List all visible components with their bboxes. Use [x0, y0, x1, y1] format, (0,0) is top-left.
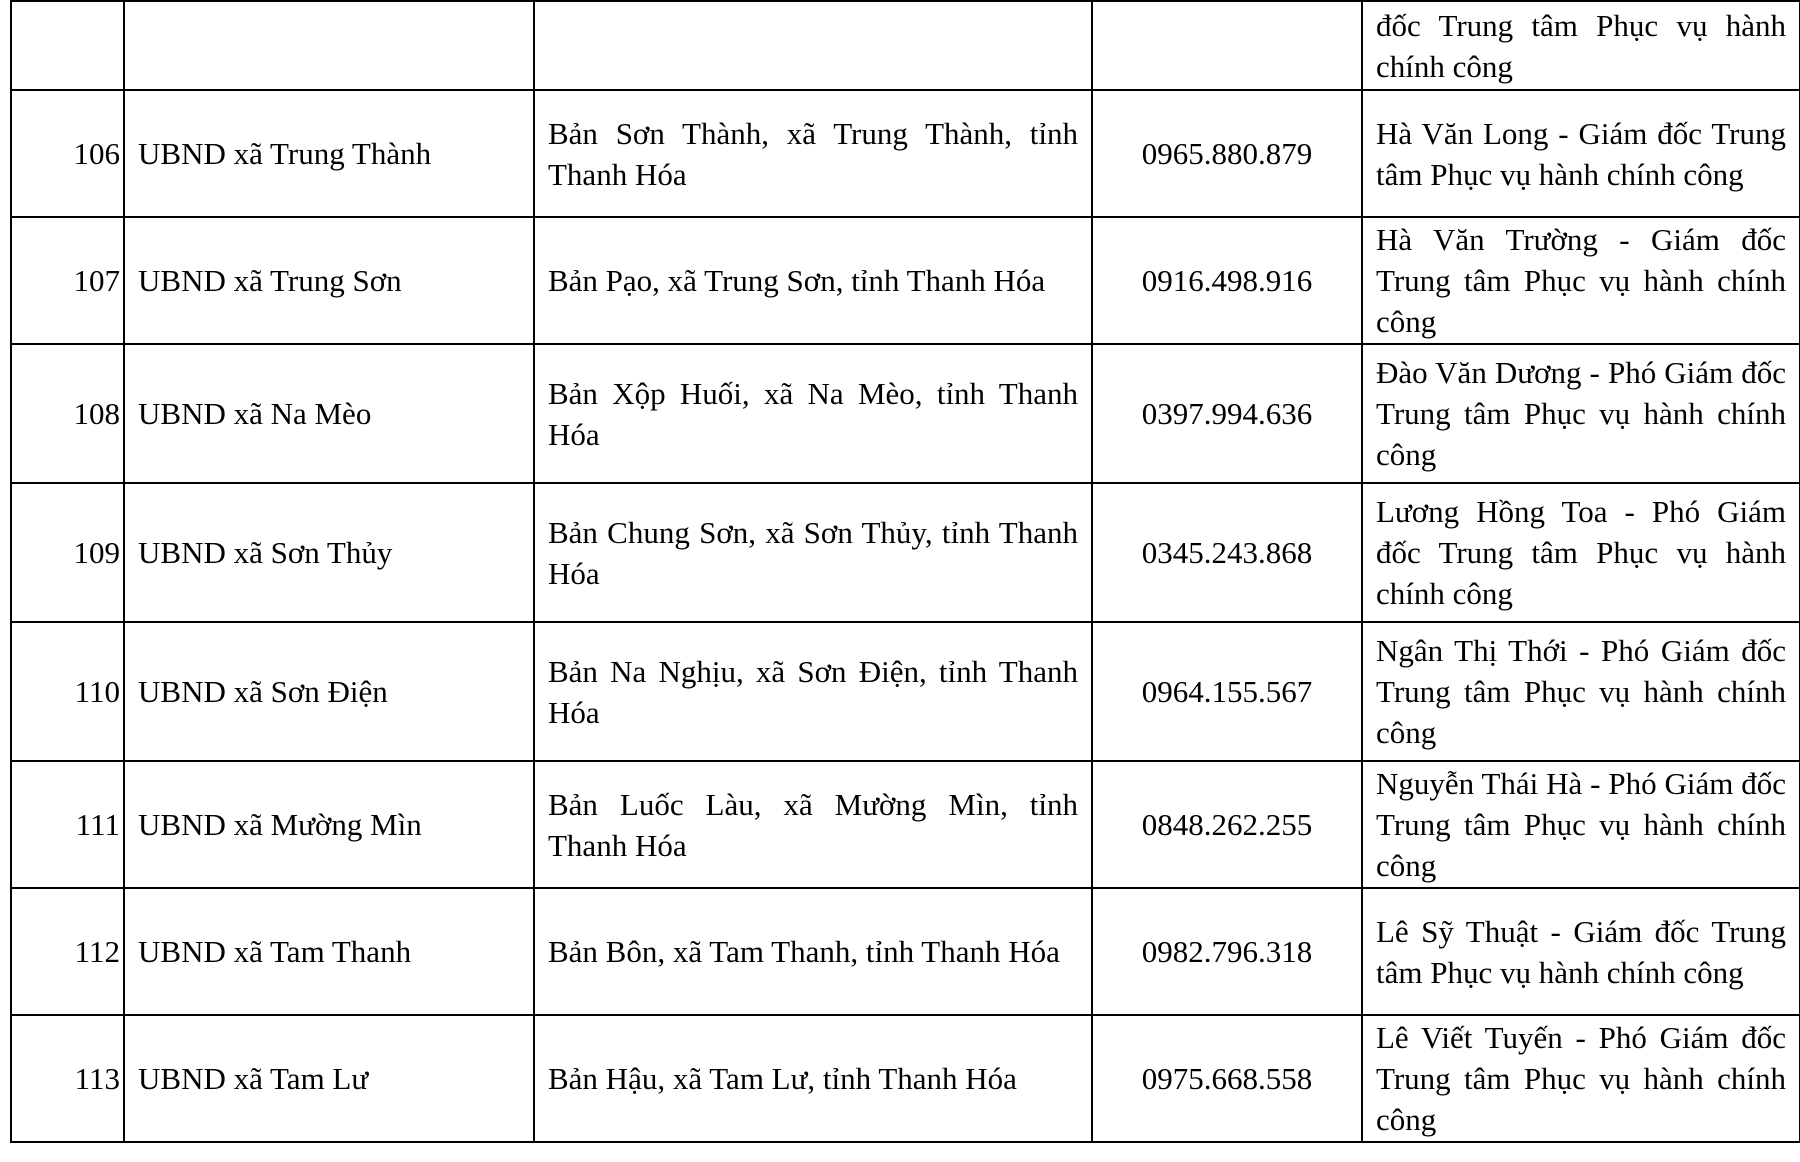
phone-cell	[1092, 1, 1362, 90]
stt-cell: 108	[11, 344, 124, 483]
table-row	[11, 888, 1800, 1015]
unit-name-cell: UBND xã Trung Sơn	[124, 217, 534, 344]
phone-cell: 0982.796.318	[1092, 888, 1362, 1015]
contact-person-cell: Lương Hồng Toa - Phó Giám đốc Trung tâm Phục vụ hành chính công	[1362, 483, 1800, 622]
table-row	[11, 344, 1800, 483]
address-cell: Bản Xộp Huối, xã Na Mèo, tỉnh Thanh Hóa	[534, 344, 1092, 483]
table-row	[11, 483, 1800, 622]
unit-name-cell: UBND xã Sơn Điện	[124, 622, 534, 761]
stt-cell: 106	[11, 90, 124, 217]
address-cell: Bản Hậu, xã Tam Lư, tỉnh Thanh Hóa	[534, 1015, 1092, 1142]
address-cell	[534, 1, 1092, 90]
unit-name-cell: UBND xã Mường Mìn	[124, 761, 534, 888]
phone-cell: 0848.262.255	[1092, 761, 1362, 888]
unit-name-cell: UBND xã Tam Lư	[124, 1015, 534, 1142]
stt-cell: 113	[11, 1015, 124, 1142]
table-row	[11, 90, 1800, 217]
table-row	[11, 761, 1800, 888]
contact-person-cell: đốc Trung tâm Phục vụ hành chính công	[1362, 1, 1800, 90]
unit-name-cell: UBND xã Sơn Thủy	[124, 483, 534, 622]
contact-person-cell: Lê Viết Tuyến - Phó Giám đốc Trung tâm Phục vụ hành chính công	[1362, 1015, 1800, 1142]
address-cell: Bản Na Nghịu, xã Sơn Điện, tỉnh Thanh Hóa	[534, 622, 1092, 761]
unit-name-cell: UBND xã Na Mèo	[124, 344, 534, 483]
contact-person-cell: Nguyễn Thái Hà - Phó Giám đốc Trung tâm Phục vụ hành chính công	[1362, 761, 1800, 888]
phone-cell: 0965.880.879	[1092, 90, 1362, 217]
table-row-continued	[11, 1, 1800, 90]
address-cell: Bản Luốc Làu, xã Mường Mìn, tỉnh Thanh Hóa	[534, 761, 1092, 888]
address-cell: Bản Bôn, xã Tam Thanh, tỉnh Thanh Hóa	[534, 888, 1092, 1015]
contact-person-cell: Lê Sỹ Thuật - Giám đốc Trung tâm Phục vụ hành chính công	[1362, 888, 1800, 1015]
phone-cell: 0916.498.916	[1092, 217, 1362, 344]
address-cell: Bản Pạo, xã Trung Sơn, tỉnh Thanh Hóa	[534, 217, 1092, 344]
stt-cell: 109	[11, 483, 124, 622]
stt-cell: 110	[11, 622, 124, 761]
contact-person-cell: Hà Văn Long - Giám đốc Trung tâm Phục vụ hành chính công	[1362, 90, 1800, 217]
address-cell: Bản Chung Sơn, xã Sơn Thủy, tỉnh Thanh Hóa	[534, 483, 1092, 622]
unit-name-cell: UBND xã Trung Thành	[124, 90, 534, 217]
unit-name-cell	[124, 1, 534, 90]
phone-cell: 0345.243.868	[1092, 483, 1362, 622]
unit-name-cell: UBND xã Tam Thanh	[124, 888, 534, 1015]
table-row	[11, 622, 1800, 761]
phone-cell: 0397.994.636	[1092, 344, 1362, 483]
table-row	[11, 217, 1800, 344]
contact-person-cell: Đào Văn Dương - Phó Giám đốc Trung tâm Phục vụ hành chính công	[1362, 344, 1800, 483]
contact-person-cell: Hà Văn Trường - Giám đốc Trung tâm Phục vụ hành chính công	[1362, 217, 1800, 344]
contact-table	[10, 0, 1800, 1143]
stt-cell	[11, 1, 124, 90]
stt-cell: 112	[11, 888, 124, 1015]
stt-cell: 107	[11, 217, 124, 344]
phone-cell: 0964.155.567	[1092, 622, 1362, 761]
contact-person-cell: Ngân Thị Thới - Phó Giám đốc Trung tâm Phục vụ hành chính công	[1362, 622, 1800, 761]
table-row	[11, 1015, 1800, 1142]
stt-cell: 111	[11, 761, 124, 888]
address-cell: Bản Sơn Thành, xã Trung Thành, tỉnh Thanh Hóa	[534, 90, 1092, 217]
phone-cell: 0975.668.558	[1092, 1015, 1362, 1142]
